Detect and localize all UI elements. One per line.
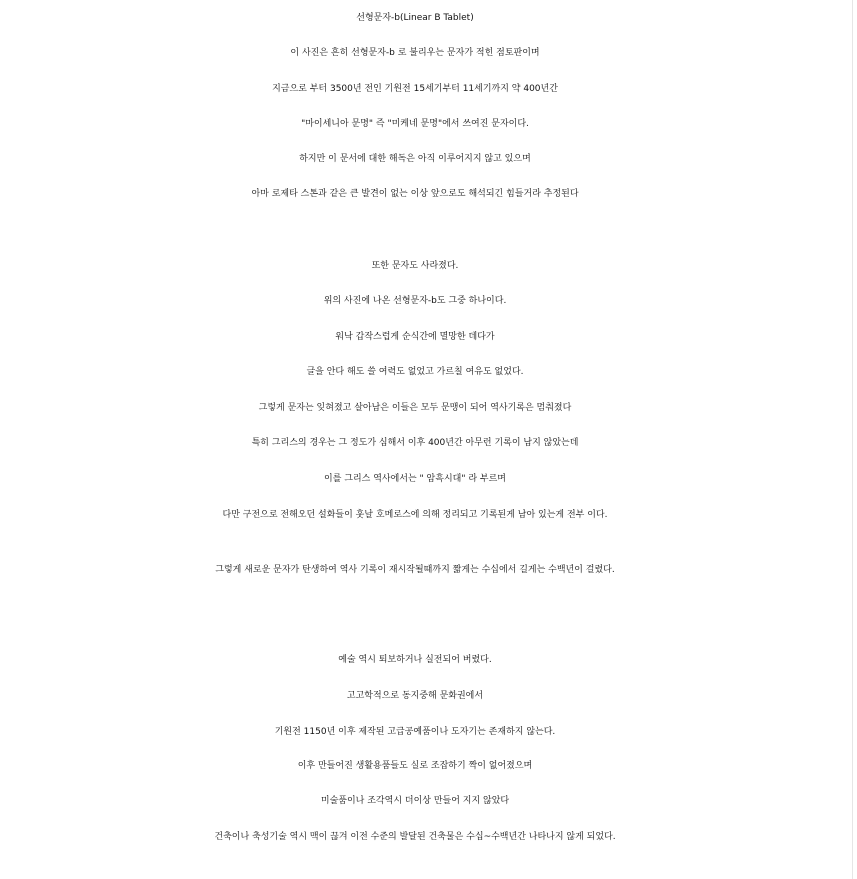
text-line: 건축이나 축성기술 역시 맥이 끊겨 이전 수준의 발달된 건축물은 수십~수백년간 나타나지 않게 되었다. (214, 832, 616, 842)
text-line: 지금으로 부터 3500년 전인 기원전 15세기부터 11세기까지 약 400년간 (272, 84, 558, 94)
text-line: 고고학적으로 동지중해 문화권에서 (346, 691, 484, 701)
text-line: 글을 안다 해도 쓸 여력도 없었고 가르칠 여유도 없었다. (306, 367, 524, 377)
text-line: 워낙 갑작스럽게 순식간에 멸망한 데다가 (335, 332, 495, 342)
page-edge-divider (852, 0, 853, 879)
text-line: 위의 사진에 나온 선형문자-b도 그중 하나이다. (323, 296, 507, 306)
text-line: 예술 역시 퇴보하거나 실전되어 버렸다. (338, 655, 492, 665)
article-title: 선형문자-b(Linear B Tablet) (356, 13, 474, 23)
text-line: 이 사진은 흔히 선형문자-b 로 불리우는 문자가 적힌 점토판이며 (290, 48, 540, 58)
text-line: 기원전 1150년 이후 제작된 고급공예품이나 도자기는 존재하지 않는다. (274, 727, 556, 737)
text-line: 아마 로제타 스톤과 같은 큰 발견이 없는 이상 앞으로도 해석되긴 힘들거라 추정된다 (251, 189, 579, 199)
text-line: 이후 만들어진 생활용품들도 실로 조잡하기 짝이 없어졌으며 (297, 761, 533, 771)
text-line: 이를 그리스 역사에서는 " 암흑시대" 라 부르며 (324, 474, 506, 484)
text-line: 그렇게 문자는 잊혀졌고 살아남은 이들은 모두 문맹이 되어 역사기록은 멈춰졌다 (258, 403, 572, 413)
text-line: 다만 구전으로 전해오던 설화들이 훗날 호메로스에 의해 정리되고 기록된게 남아 있는게 전부 이다. (222, 510, 608, 520)
text-line: 그렇게 새로운 문자가 탄생하여 역사 기록이 재시작될때까지 짧게는 수십에서 길게는 수백년이 걸렸다. (215, 565, 615, 575)
text-line: 하지만 이 문서에 대한 해독은 아직 이루어지지 않고 있으며 (299, 154, 531, 164)
text-line: 특히 그리스의 경우는 그 정도가 심해서 이후 400년간 아무런 기록이 남지 않았는데 (251, 438, 579, 448)
text-line: 미술품이나 조각역시 더이상 만들어 지지 않았다 (320, 796, 510, 806)
text-line: 또한 문자도 사라졌다. (371, 261, 459, 271)
text-line: "마이세니아 문명" 즉 "미케네 문명"에서 쓰여진 문자이다. (301, 119, 529, 129)
